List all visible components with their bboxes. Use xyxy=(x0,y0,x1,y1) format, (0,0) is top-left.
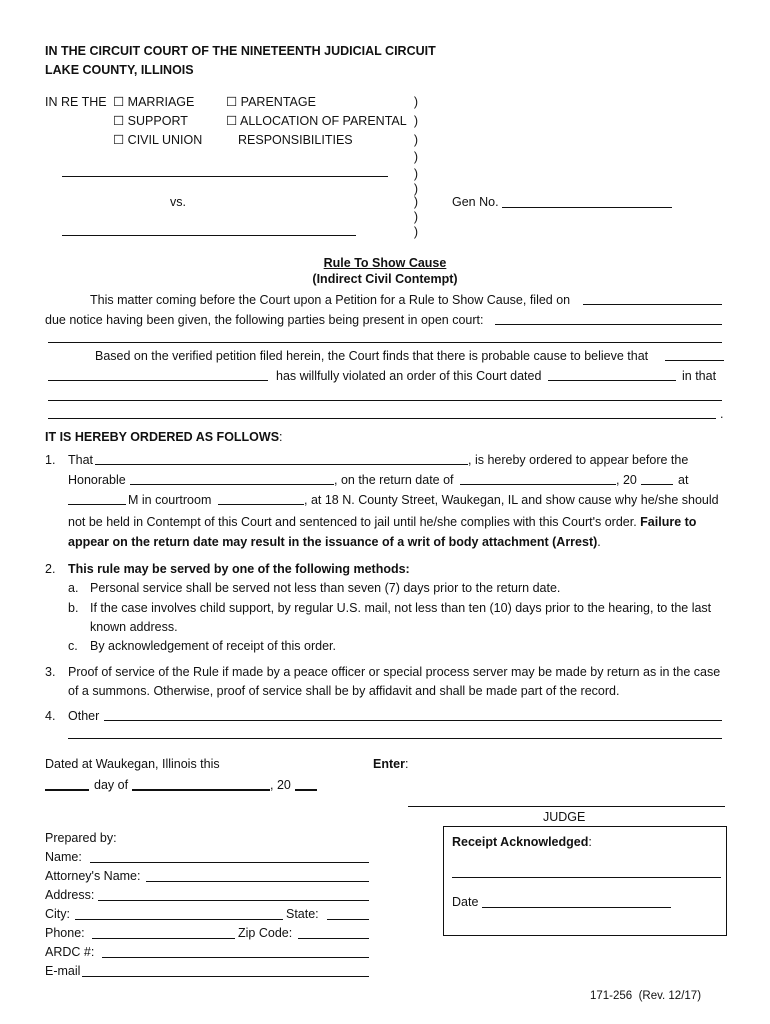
service-methods-heading: This rule may be served by one of the following methods: xyxy=(68,562,410,576)
day-of-label: day of xyxy=(94,778,129,792)
email-label: E-mail xyxy=(45,964,81,978)
zip-field[interactable] xyxy=(298,927,369,939)
ordered-heading-text: IT IS HEREBY ORDERED AS FOLLOWS xyxy=(45,430,280,444)
caption-paren: ) xyxy=(413,133,419,147)
ordered-heading xyxy=(45,430,283,445)
name-field[interactable] xyxy=(90,851,369,863)
period: . xyxy=(720,407,724,421)
contempt-sentence: not be held in Contempt of this Court and sentenced to jail until he/she complies with this Court's order. xyxy=(68,515,637,529)
county-title: LAKE COUNTY, ILLINOIS xyxy=(45,63,194,77)
respondent-field[interactable] xyxy=(95,453,468,465)
mail-service-text-2: known address. xyxy=(90,620,178,634)
state-label: State: xyxy=(286,907,319,921)
ardc-field[interactable] xyxy=(102,946,369,958)
receipt-date-field[interactable] xyxy=(482,896,671,908)
other-field[interactable] xyxy=(104,709,722,721)
checkbox-civil-union[interactable]: ☐ CIVIL UNION xyxy=(113,133,203,147)
name-label: Name: xyxy=(45,850,82,864)
receipt-title-text: Receipt Acknowledged xyxy=(452,835,589,849)
gen-no-label: Gen No. xyxy=(452,195,499,209)
versus-label: vs. xyxy=(170,195,186,209)
address-text: , at 18 N. County Street, Waukegan, IL and show cause why he/she should xyxy=(304,493,719,507)
acknowledgement-text: By acknowledgement of receipt of this order. xyxy=(90,639,336,653)
arrest-warning-text: appear on the return date may result in the issuance of a writ of body attachment (Arrest) xyxy=(68,535,598,549)
address-label: Address: xyxy=(45,888,95,902)
prepared-by-label: Prepared by: xyxy=(45,831,117,845)
checkbox-allocation[interactable]: ☐ ALLOCATION OF PARENTAL xyxy=(226,114,407,128)
checkbox-marriage[interactable]: ☐ MARRIAGE xyxy=(113,95,195,109)
attorney-name-label: Attorney's Name: xyxy=(45,869,141,883)
ordered-colon: : xyxy=(279,430,283,444)
in-re-label: IN RE THE xyxy=(45,95,107,109)
list-letter: b. xyxy=(68,601,79,615)
petitioner-name-field[interactable] xyxy=(62,165,388,177)
form-number: 171-256 (Rev. 12/17) xyxy=(590,990,702,1002)
item-number: 1. xyxy=(45,453,56,467)
enter-colon: : xyxy=(404,757,409,771)
enter-label xyxy=(373,757,408,772)
violator-field[interactable] xyxy=(665,349,724,361)
return-date-label: , on the return date of xyxy=(334,473,454,487)
order-date-field[interactable] xyxy=(548,369,676,381)
petition-text: This matter coming before the Court upon a Petition for a Rule to Show Cause, filed on xyxy=(90,293,571,307)
at-label: at xyxy=(678,473,689,487)
caption-paren: ) xyxy=(413,114,419,128)
city-label: City: xyxy=(45,907,70,921)
violation-detail-field-2[interactable] xyxy=(48,407,716,419)
finding-text: Based on the verified petition filed herein, the Court finds that there is probable cause to believe that xyxy=(95,349,649,363)
day-field[interactable] xyxy=(45,778,89,791)
month-field[interactable] xyxy=(132,778,270,791)
period: . xyxy=(597,535,601,549)
caption-paren: ) xyxy=(413,210,419,224)
year-field[interactable] xyxy=(295,778,317,791)
checkbox-support[interactable]: ☐ SUPPORT xyxy=(113,114,188,128)
arrest-warning xyxy=(68,535,601,550)
mail-service-text: If the case involves child support, by regular U.S. mail, not less than ten (10) days prior to the hearing, to the last xyxy=(90,601,712,615)
violator-field-2[interactable] xyxy=(48,369,268,381)
attorney-name-field[interactable] xyxy=(146,870,369,882)
honorable-label: Honorable xyxy=(68,473,126,487)
contempt-text xyxy=(68,515,696,530)
phone-label: Phone: xyxy=(45,926,85,940)
address-field[interactable] xyxy=(98,889,369,901)
document-title: Rule To Show Cause xyxy=(323,256,447,270)
caption-paren: ) xyxy=(413,195,419,209)
proof-of-service-text-2: of a summons. Otherwise, proof of service shall be by affidavit and shall be made part of the record. xyxy=(68,684,620,698)
phone-field[interactable] xyxy=(92,927,235,939)
court-title: IN THE CIRCUIT COURT OF THE NINETEENTH JUDICIAL CIRCUIT xyxy=(45,44,436,58)
checkbox-parentage[interactable]: ☐ PARENTAGE xyxy=(226,95,316,109)
that-label: That xyxy=(68,453,94,467)
personal-service-text: Personal service shall be served not less than seven (7) days prior to the return date. xyxy=(90,581,561,595)
allocation-continued-label: RESPONSIBILITIES xyxy=(238,133,353,147)
email-field[interactable] xyxy=(82,965,369,977)
zip-label: Zip Code: xyxy=(238,926,293,940)
city-field[interactable] xyxy=(75,908,283,920)
state-field[interactable] xyxy=(327,908,369,920)
receipt-colon: : xyxy=(588,835,592,849)
caption-paren: ) xyxy=(413,95,419,109)
other-field-2[interactable] xyxy=(68,727,722,739)
courtroom-label: M in courtroom xyxy=(128,493,212,507)
appear-text: , is hereby ordered to appear before the xyxy=(468,453,689,467)
notice-text: due notice having been given, the following parties being present in open court: xyxy=(45,313,484,327)
violation-text: has willfully violated an order of this Court dated xyxy=(276,369,542,383)
list-letter: a. xyxy=(68,581,79,595)
document-subtitle: (Indirect Civil Contempt) xyxy=(312,272,458,286)
respondent-name-field[interactable] xyxy=(62,224,356,236)
year-prefix: , 20 xyxy=(270,778,291,792)
list-letter: c. xyxy=(68,639,78,653)
in-that-text: in that xyxy=(682,369,717,383)
item-number: 3. xyxy=(45,665,56,679)
year-prefix: , 20 xyxy=(616,473,637,487)
dated-label: Dated at Waukegan, Illinois this xyxy=(45,757,220,771)
caption-paren: ) xyxy=(413,150,419,164)
judge-name-field[interactable] xyxy=(130,473,334,485)
return-year-field[interactable] xyxy=(641,473,673,485)
item-number: 2. xyxy=(45,562,56,576)
failure-warning: Failure to xyxy=(640,515,697,529)
caption-paren: ) xyxy=(413,182,419,196)
item-number: 4. xyxy=(45,709,56,723)
judge-label: JUDGE xyxy=(543,810,586,824)
proof-of-service-text: Proof of service of the Rule if made by a peace officer or special process server may be made by return as in the case xyxy=(68,665,721,679)
enter-text: Enter xyxy=(373,757,405,771)
caption-paren: ) xyxy=(413,225,419,239)
filed-on-field[interactable] xyxy=(583,293,722,305)
ardc-label: ARDC #: xyxy=(45,945,95,959)
judge-signature-line[interactable] xyxy=(408,806,725,807)
return-date-field[interactable] xyxy=(460,473,616,485)
caption-paren: ) xyxy=(413,167,419,181)
receipt-title xyxy=(452,835,592,850)
receipt-date-label: Date xyxy=(452,895,479,909)
receipt-signature-field[interactable] xyxy=(452,866,721,878)
parties-present-field[interactable] xyxy=(495,313,722,325)
parties-present-field-2[interactable] xyxy=(48,331,722,343)
violation-detail-field[interactable] xyxy=(48,389,722,401)
other-label: Other xyxy=(68,709,100,723)
gen-no-field[interactable] xyxy=(502,196,672,208)
courtroom-field[interactable] xyxy=(218,493,304,505)
time-field[interactable] xyxy=(68,493,126,505)
